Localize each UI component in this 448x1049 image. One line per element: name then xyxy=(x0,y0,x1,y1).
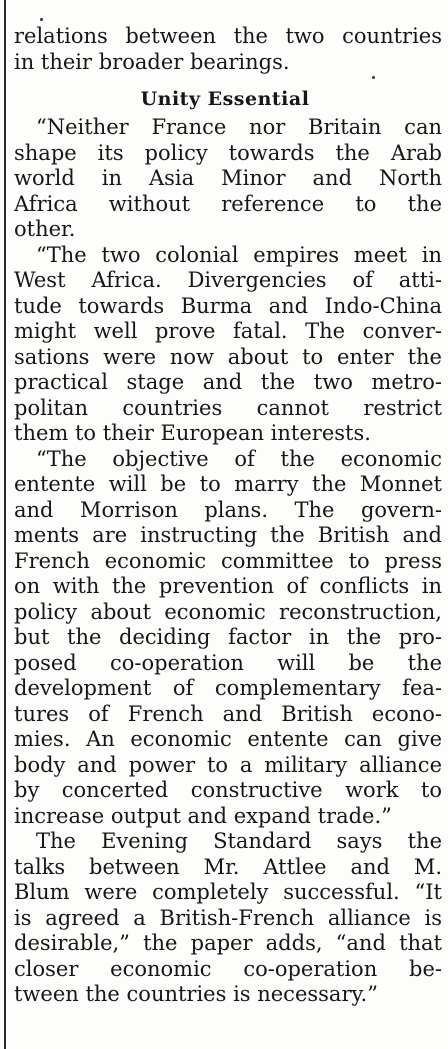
paragraph-1 xyxy=(14,115,442,243)
paragraph-4 xyxy=(14,829,442,1008)
text-line: “The two colonial empires meet in xyxy=(36,242,442,267)
text-line: other. xyxy=(14,217,76,241)
text-line: and Morrison plans. The govern- xyxy=(14,497,442,522)
text-line: increase output and expand trade.” xyxy=(14,803,392,828)
text-line: The Evening Standard says the xyxy=(36,829,442,853)
text-line: development of complementary fea- xyxy=(14,676,442,700)
text-line: politan countries cannot restrict xyxy=(14,395,442,420)
text-line: West Africa. Divergencies of atti- xyxy=(14,268,442,292)
text-line: tures of French and British econo- xyxy=(14,701,442,726)
text-line: posed co-operation will be the xyxy=(14,650,442,675)
text-line: might well prove fatal. The conver- xyxy=(14,319,442,343)
text-line: by concerted constructive work to xyxy=(14,778,442,802)
text-line: Africa without reference to the xyxy=(14,191,442,216)
text-line: desirable,” the paper adds, “and that xyxy=(14,931,442,955)
text-line: in their broader bearings. xyxy=(14,49,290,74)
text-line: shape its policy towards the Arab xyxy=(14,140,442,165)
text-line: closer economic co-operation be- xyxy=(14,956,442,981)
text-line: body and power to a military alliance xyxy=(14,752,442,777)
column-rule xyxy=(4,0,6,1049)
text-line: Blum were completely successful. “It xyxy=(14,880,442,904)
text-line: on with the prevention of conflicts in xyxy=(14,574,442,598)
text-line: “Neither France nor Britain can xyxy=(36,115,442,139)
text-line: practical stage and the two metro- xyxy=(14,370,442,394)
article-body xyxy=(14,24,442,1008)
text-line: tude towards Burma and Indo-China xyxy=(14,293,442,318)
text-line: tween the countries is necessary.” xyxy=(14,982,378,1006)
print-speck xyxy=(40,18,43,21)
text-line: them to their European interests. xyxy=(14,421,371,445)
text-line: but the deciding factor in the pro- xyxy=(14,625,442,649)
text-line: “The objective of the economic xyxy=(36,446,442,471)
text-line: French economic committee to press xyxy=(14,548,442,573)
text-line: sations were now about to enter the xyxy=(14,344,442,369)
paragraph-0 xyxy=(14,24,442,75)
text-line: relations between the two countries xyxy=(14,24,442,48)
text-line: is agreed a British-French alliance is xyxy=(14,905,442,930)
text-line: mies. An economic entente can give xyxy=(14,727,442,751)
text-line: entente will be to marry the Monnet xyxy=(14,472,442,496)
text-line: talks between Mr. Attlee and M. xyxy=(14,854,442,879)
text-line: ments are instructing the British and xyxy=(14,523,442,547)
paragraph-3 xyxy=(14,447,442,830)
section-heading: Unity Essential xyxy=(140,88,310,110)
text-line: world in Asia Minor and North xyxy=(14,166,442,190)
text-line: policy about economic reconstruction, xyxy=(14,599,442,624)
paragraph-2 xyxy=(14,243,442,447)
